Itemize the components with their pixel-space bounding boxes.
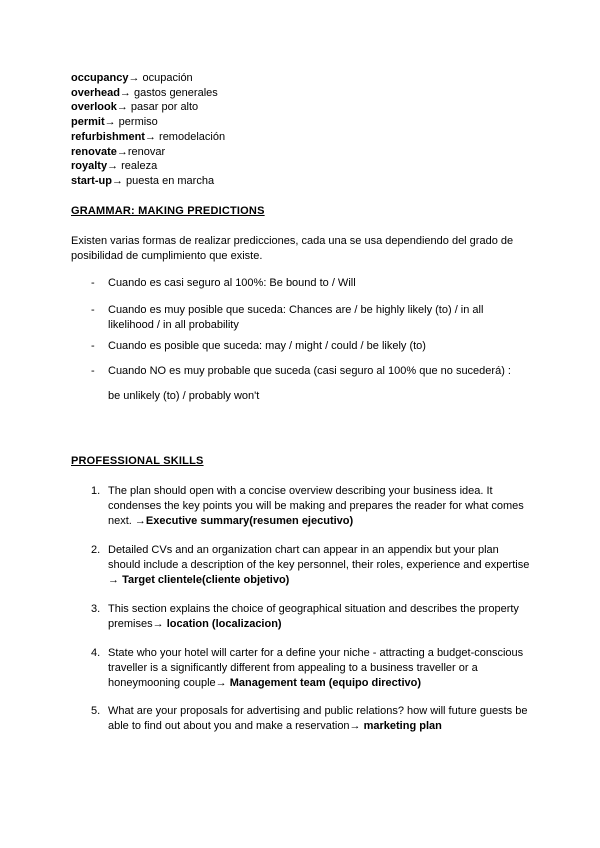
item-answer: marketing plan xyxy=(363,720,442,732)
vocab-translation: renovar xyxy=(127,145,166,158)
vocab-translation: pasar por alto xyxy=(127,101,199,114)
list-item-text: Cuando NO es muy probable que suceda (casi seguro al 100% que no sucederá) : xyxy=(108,365,511,377)
item-text xyxy=(108,543,531,588)
list-item-continuation: be unlikely (to) / probably won't xyxy=(108,390,260,402)
item-question: This section explains the choice of geographical situation and describes the property premises→ xyxy=(108,603,519,630)
list-item xyxy=(91,339,531,354)
arrow: → xyxy=(107,160,119,173)
vocab-item xyxy=(71,174,225,189)
vocab-term: overlook xyxy=(71,101,117,114)
item-number: 3. xyxy=(91,603,101,615)
vocab-translation: ocupación xyxy=(139,72,193,84)
vocab-item xyxy=(71,71,225,86)
list-item xyxy=(91,276,531,291)
vocab-item xyxy=(71,100,225,115)
vocab-item xyxy=(71,86,225,101)
item-question: What are your proposals for advertising and public relations? how will future guests be able to find out about you and make a reservation→ xyxy=(108,705,528,732)
numbered-item xyxy=(91,704,531,734)
vocab-item xyxy=(71,130,225,145)
item-number: 5. xyxy=(91,705,101,717)
arrow: → xyxy=(111,174,123,187)
item-text xyxy=(108,646,531,691)
item-number: 1. xyxy=(91,485,101,497)
vocab-term: permit xyxy=(71,116,105,129)
vocab-translation: remodelación xyxy=(155,130,226,143)
item-question: Detailed CVs and an organization chart can appear in an appendix but your plan should include a description of the key personnel, their roles, experience and expertise → xyxy=(108,544,530,586)
professional-heading: PROFESSIONAL SKILLS xyxy=(71,455,204,467)
vocab-term: renovate xyxy=(71,145,117,158)
item-question: The plan should open with a concise overview describing your business idea. It condenses the key points you will be making and prepares the reader for what comes next. → xyxy=(108,485,524,527)
arrow: → xyxy=(116,145,128,158)
item-number: 2. xyxy=(91,544,101,556)
dash-marker: - xyxy=(91,277,95,289)
dash-marker: - xyxy=(91,365,95,377)
vocab-term: royalty xyxy=(71,160,108,173)
item-number: 4. xyxy=(91,647,101,659)
vocab-translation: realeza xyxy=(118,160,158,173)
list-item xyxy=(91,303,531,333)
arrow: → xyxy=(116,101,128,114)
vocab-item xyxy=(71,159,225,174)
item-text xyxy=(108,602,531,632)
item-question: State who your hotel will carter for a define your niche - attracting a budget-conscious traveller is a significantly different from appealing to a business traveller or a honeymooning couple→ xyxy=(108,647,524,689)
item-answer: location (localizacion) xyxy=(166,618,282,630)
vocab-term: refurbishment xyxy=(71,130,145,143)
item-answer: Executive summary(resumen ejecutivo) xyxy=(145,515,354,527)
dash-marker: - xyxy=(91,304,95,316)
list-item xyxy=(91,364,531,379)
vocab-term: start-up xyxy=(71,174,112,187)
vocab-translation: permiso xyxy=(115,116,158,129)
item-answer: Management team (equipo directivo) xyxy=(229,677,422,689)
vocabulary-list xyxy=(71,71,225,189)
arrow: → xyxy=(144,130,156,143)
grammar-heading: GRAMMAR: MAKING PREDICTIONS xyxy=(71,205,265,217)
item-text xyxy=(108,484,531,529)
list-item-text: Cuando es muy posible que suceda: Chances are / be highly likely (to) / in all likelihood / in all probability xyxy=(108,304,484,331)
vocab-item xyxy=(71,115,225,130)
arrow: → xyxy=(128,72,140,84)
arrow: → xyxy=(104,116,116,129)
item-answer: Target clientele(cliente objetivo) xyxy=(122,574,290,586)
vocab-item xyxy=(71,145,225,160)
vocab-translation: gastos generales xyxy=(130,86,218,99)
list-item-text: Cuando es casi seguro al 100%: Be bound to / Will xyxy=(108,277,356,289)
dash-marker: - xyxy=(91,340,95,352)
item-text xyxy=(108,704,531,734)
numbered-item xyxy=(91,484,531,529)
vocab-term: occupancy xyxy=(71,72,129,84)
vocab-term: overhead xyxy=(71,86,120,99)
grammar-intro: Existen varias formas de realizar predicciones, cada una se usa dependiendo del grado de posibilidad de cumplimiento que existe. xyxy=(71,235,514,262)
numbered-item xyxy=(91,602,531,632)
numbered-item xyxy=(91,646,531,691)
vocab-translation: puesta en marcha xyxy=(122,174,215,187)
list-item-text: Cuando es posible que suceda: may / might / could / be likely (to) xyxy=(108,340,426,352)
numbered-item xyxy=(91,543,531,588)
arrow: → xyxy=(119,86,131,99)
